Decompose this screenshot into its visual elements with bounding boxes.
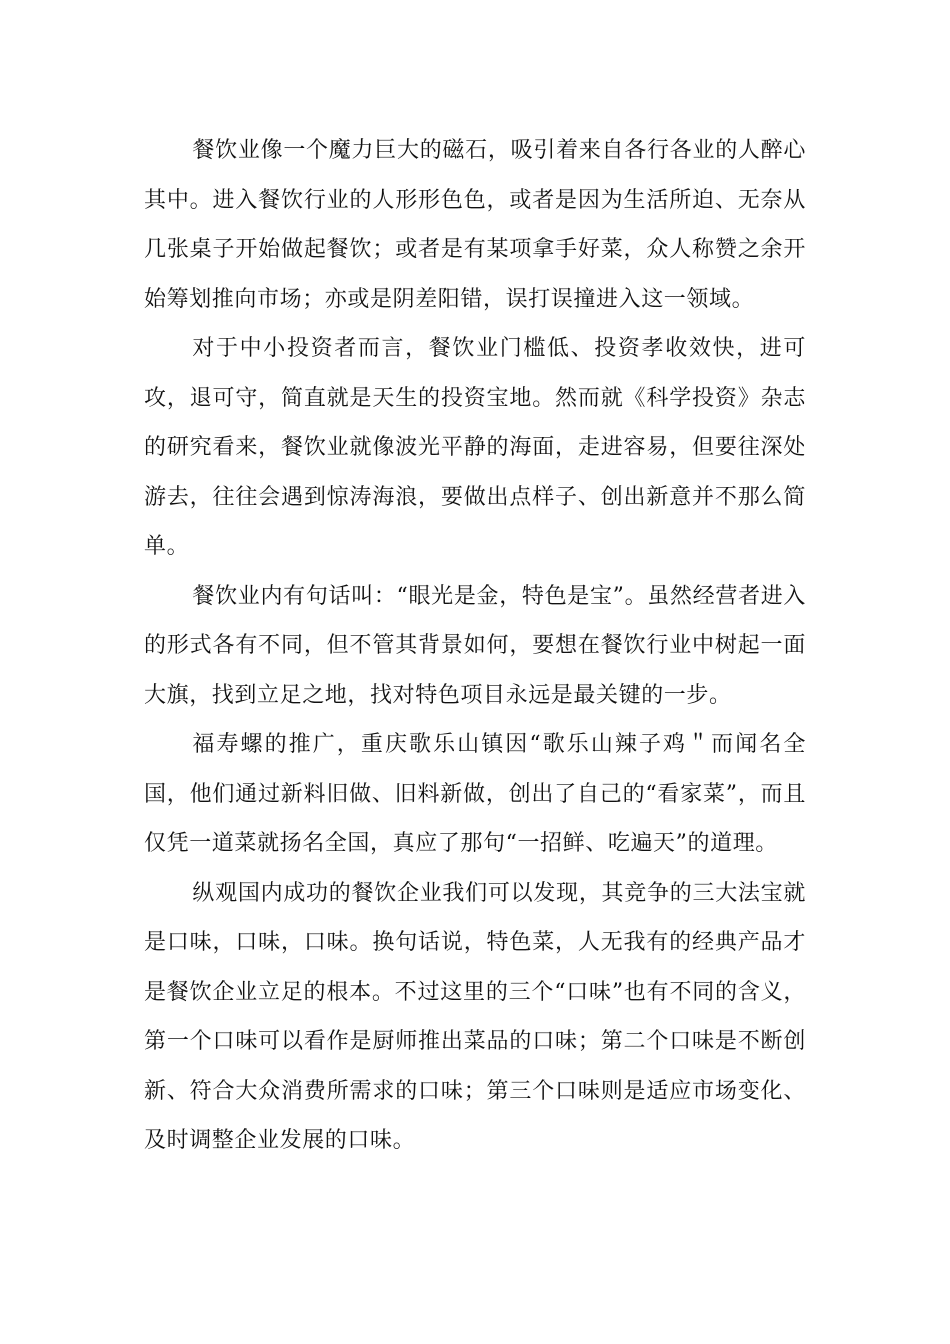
paragraph-1: 餐饮业像一个魔力巨大的磁石，吸引着来自各行各业的人醉心其中。进入餐饮行业的人形形色色，或者是因为生活所迫、无奈从几张桌子开始做起餐饮；或者是有某项拿手好菜，众人称赞之余开始筹划推向市场；亦或是阴差阳错，误打误撞进入这一领域。: [144, 138, 806, 312]
paragraph-5: 纵观国内成功的餐饮企业我们可以发现，其竞争的三大法宝就是口味，口味，口味。换句话说，特色菜，人无我有的经典产品才是餐饮企业立足的根本。不过这里的三个“口味”也有不同的含义，第一个口味可以看作是厨师推出菜品的口味；第二个口味是不断创新、符合大众消费所需求的口味；第三个口味则是适应市场变化、及时调整企业发展的口味。: [144, 880, 806, 1153]
document-body: [144, 126, 806, 1166]
paragraph-2: 对于中小投资者而言，餐饮业门槛低、投资孝收效快，进可攻，退可守，简直就是天生的投资宝地。然而就《科学投资》杂志的研究看来，餐饮业就像波光平静的海面，走进容易，但要往深处游去，往往会遇到惊涛海浪，要做出点样子、创出新意并不那么简单。: [144, 336, 806, 559]
paragraph-4: 福寿螺的推广，重庆歌乐山镇因“歌乐山辣子鸡＂而闻名全国，他们通过新料旧做、旧料新做，创出了自己的“看家菜”，而且仅凭一道菜就扬名全国，真应了那句“一招鲜、吃遍天”的道理。: [144, 732, 806, 856]
paragraph-3: 餐饮业内有句话叫：“眼光是金，特色是宝”。虽然经营者进入的形式各有不同，但不管其背景如何，要想在餐饮行业中树起一面大旗，找到立足之地，找对特色项目永远是最关键的一步。: [144, 583, 806, 708]
